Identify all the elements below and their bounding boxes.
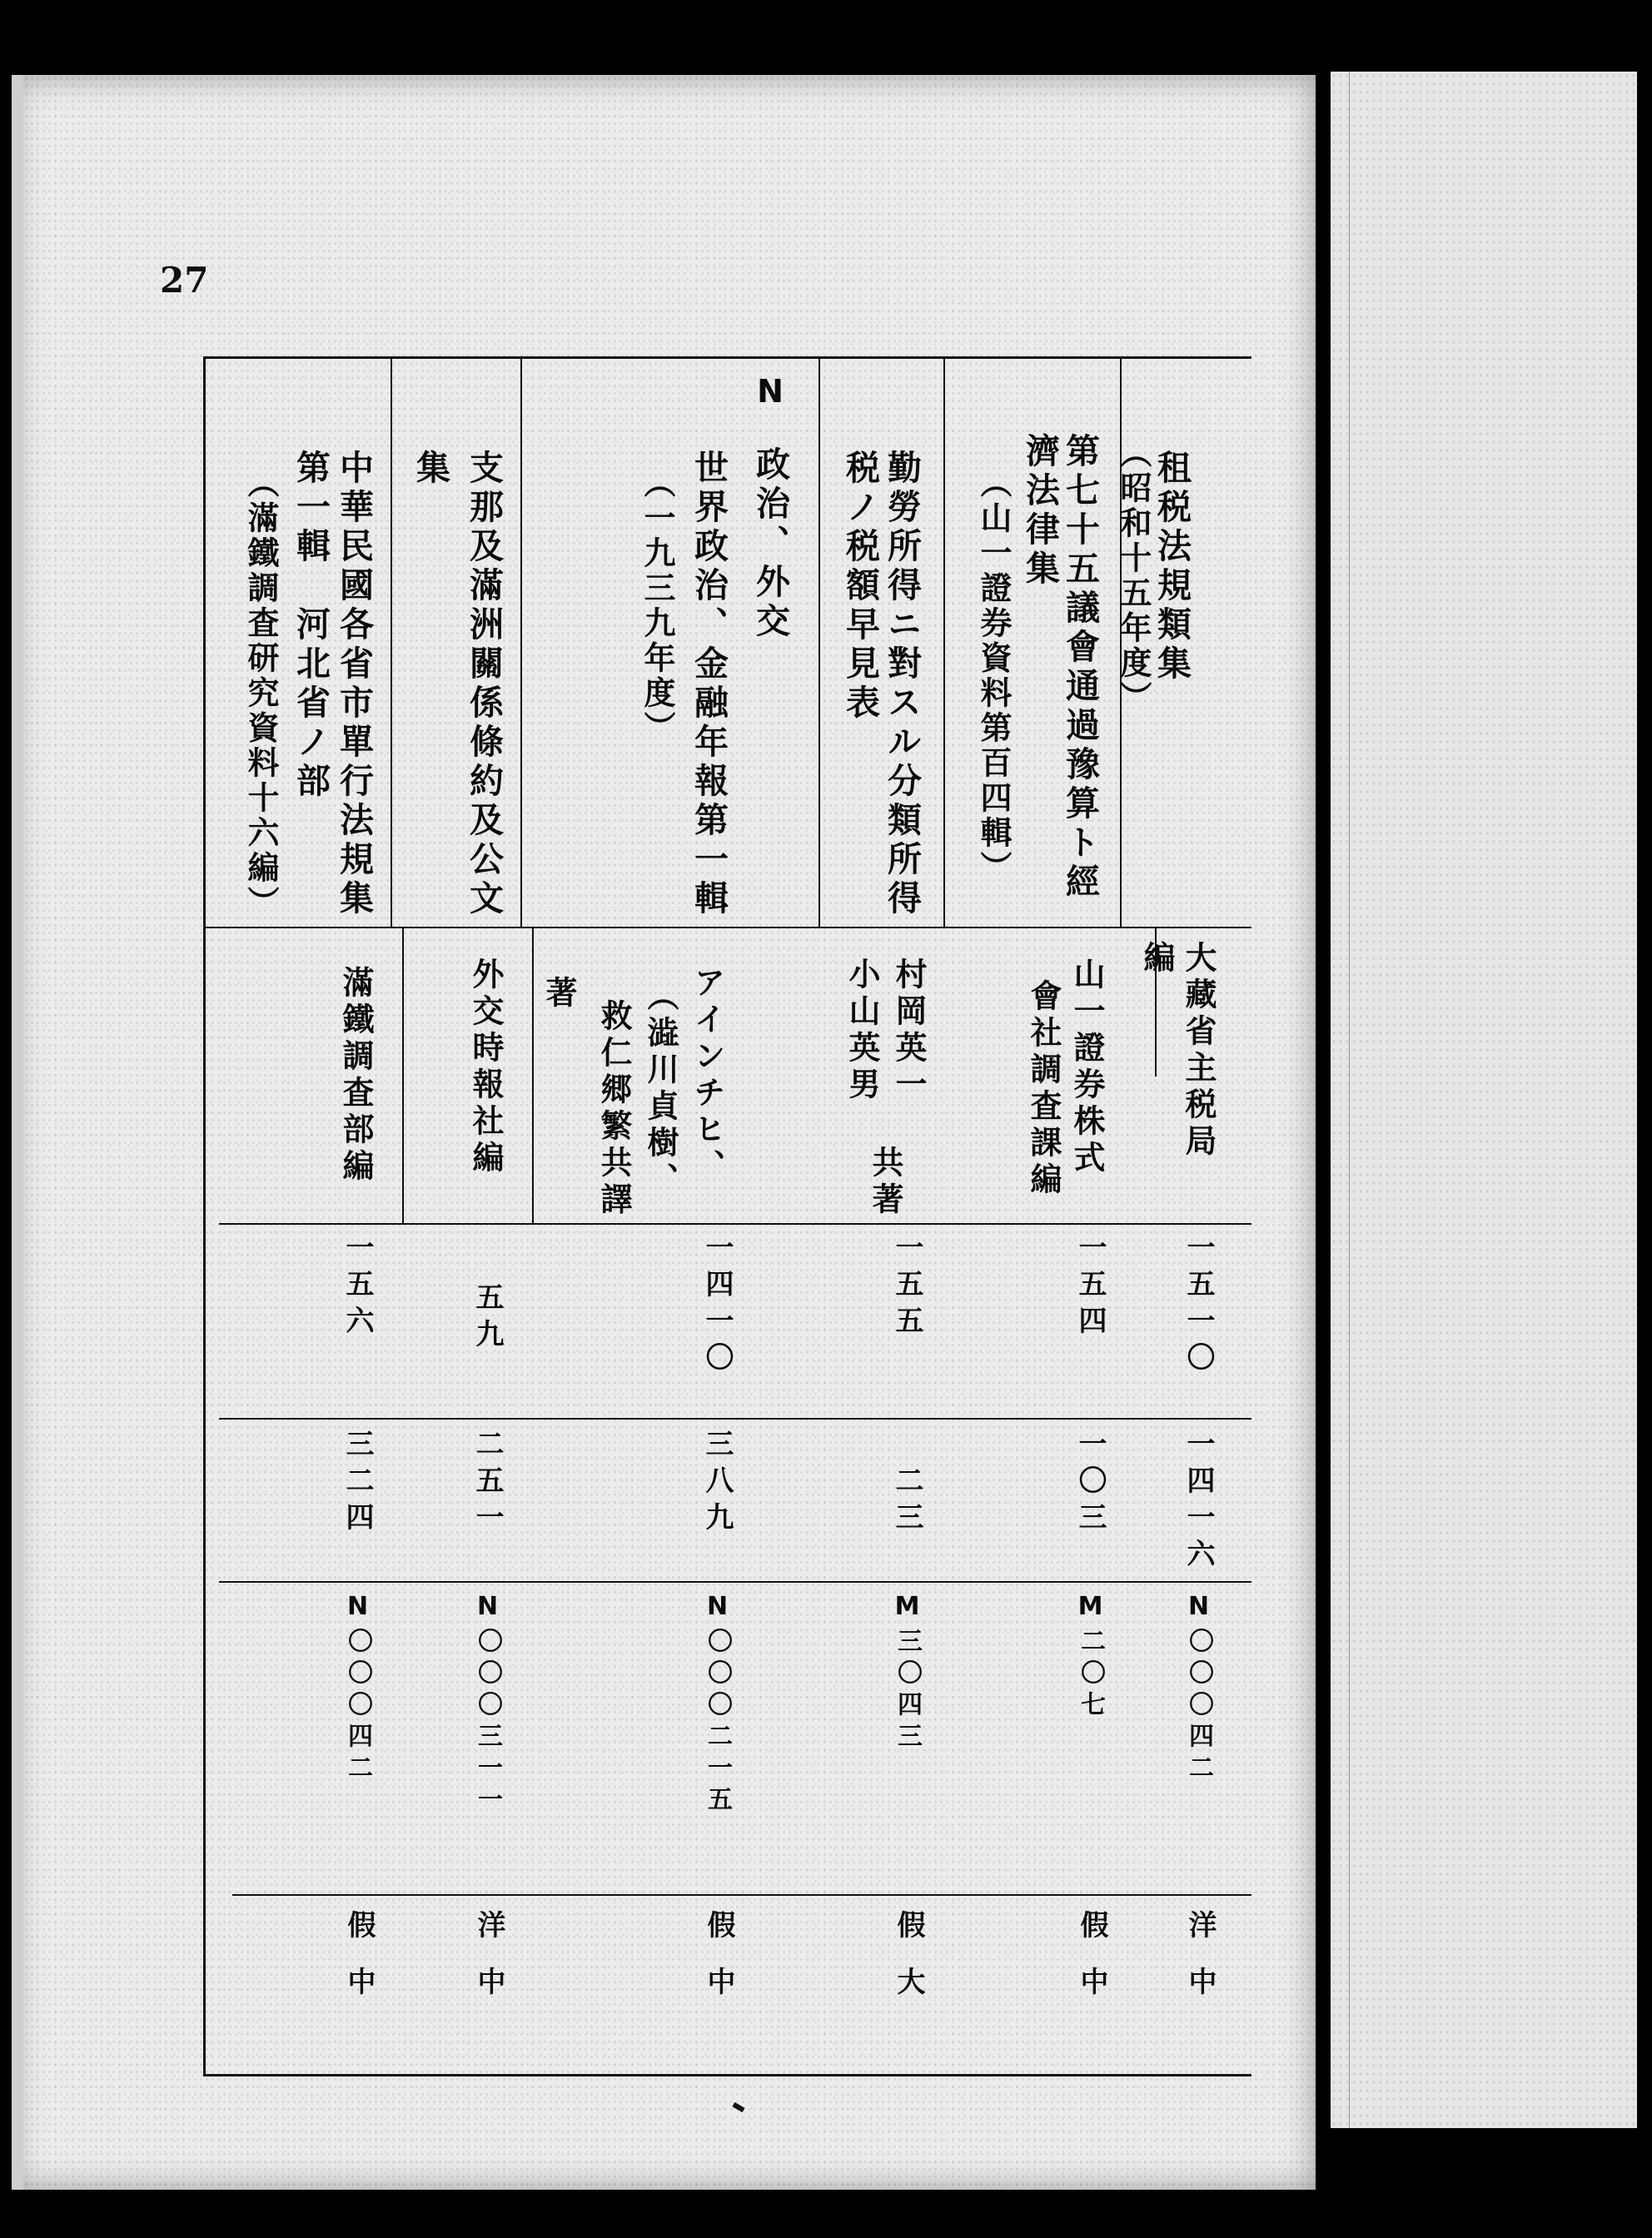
entry-2-author-cont: 會社調査課編	[1025, 979, 1062, 1199]
page-edge	[12, 75, 23, 2190]
entry-4-author-4: 著	[540, 976, 578, 1012]
entry-2-author: 山一證券株式	[1068, 957, 1106, 1177]
entry-3-author-2: 小山英男	[843, 957, 881, 1104]
entry-2-title: 第七十五議會通過豫算ト經	[1060, 433, 1100, 903]
entry-5-size: 洋中	[472, 1910, 505, 2023]
entry-5-title-cont: 集	[411, 450, 450, 489]
entry-3-size: 假大	[892, 1910, 925, 2023]
entry-1-code: N〇〇〇四二	[1184, 1592, 1213, 1786]
col-divider-8	[402, 927, 404, 1223]
entry-3-pages: 一五五	[890, 1232, 923, 1342]
entry-5-pages: 五九	[470, 1282, 504, 1355]
entry-2-price: 一〇三	[1073, 1429, 1107, 1539]
entry-2-pages: 一五四	[1073, 1232, 1107, 1342]
entry-4-author-1: アインチヒ、	[689, 966, 726, 1186]
entry-4-subtitle: （一九三九年度）	[639, 466, 676, 746]
entry-3-author-1: 村岡英一	[890, 957, 928, 1104]
col-divider-2	[943, 359, 945, 927]
entry-6-price: 三二四	[341, 1429, 374, 1539]
divider-code-size	[232, 1894, 1251, 1896]
section-heading: 政治、外交	[750, 446, 790, 642]
entry-6-pages: 一五六	[341, 1232, 374, 1342]
entry-4-author-3: 救仁郷繁共譯	[595, 999, 633, 1219]
col-divider-3	[819, 359, 820, 927]
col-divider-5	[391, 359, 392, 927]
entry-1-author: 大藏省主税局	[1180, 941, 1217, 1161]
entry-6-title: 中華民國各省市單行法規集	[334, 450, 374, 919]
divider-author-pages	[219, 1223, 1251, 1225]
entry-6-code: N〇〇〇四二	[343, 1592, 372, 1786]
entry-3-author-note: 共著	[867, 1146, 904, 1219]
section-letter: N	[752, 373, 789, 410]
entry-1-subtitle: （昭和十五年度）	[1115, 436, 1152, 716]
entry-6-size: 假中	[342, 1910, 376, 2023]
entry-4-pages: 一四一〇	[700, 1232, 734, 1379]
entry-1-author-suffix: 編	[1138, 941, 1176, 977]
entry-6-title-cont: 第一輯 河北省ノ部	[291, 450, 331, 802]
entry-3-price: 二三	[890, 1465, 923, 1539]
divider-price-code	[219, 1581, 1251, 1583]
entry-5-author: 外交時報社編	[467, 957, 505, 1177]
entry-4-size: 假中	[702, 1910, 735, 2023]
col-divider-4	[520, 359, 522, 927]
divider-pages-price	[219, 1418, 1251, 1420]
entry-6-author: 滿鐵調査部編	[337, 966, 375, 1186]
adjacent-page-strip	[1331, 72, 1637, 2128]
entry-3-code: M三〇四三	[893, 1592, 922, 1754]
entry-1-pages: 一五一〇	[1182, 1232, 1215, 1379]
entry-2-size: 假中	[1075, 1910, 1108, 2023]
page-number: 27	[160, 260, 209, 301]
entry-4-title: 世界政治、金融年報第一輯	[689, 450, 729, 919]
entry-2-subtitle: （山一證券資料第百四輯）	[975, 466, 1013, 886]
entry-4-author-2: （澁川貞樹、	[642, 979, 679, 1199]
entry-3-title-cont: 税ノ税額早見表	[840, 450, 880, 724]
entry-1-size: 洋中	[1183, 1910, 1217, 2023]
page-fold-line	[1349, 72, 1350, 2128]
entry-4-price: 三八九	[700, 1429, 734, 1539]
entry-3-title: 勤勞所得ニ對スル分類所得	[882, 450, 922, 919]
entry-2-title-cont: 濟法律集	[1020, 433, 1060, 589]
col-divider-7	[532, 927, 534, 1223]
entry-2-code: M二〇七	[1076, 1592, 1105, 1723]
entry-5-price: 二五一	[470, 1429, 504, 1539]
entry-1-title: 租税法規類集	[1152, 450, 1192, 684]
entry-1-price: 一四一六	[1182, 1429, 1215, 1575]
divider-title-author	[206, 927, 1251, 928]
entry-6-subtitle: （滿鐵調査研究資料十六編）	[242, 466, 280, 921]
entry-5-title: 支那及滿洲關係條約及公文	[464, 450, 504, 919]
entry-5-code: N〇〇〇三一一	[473, 1592, 502, 1818]
entry-4-code: N〇〇〇二一五	[703, 1592, 732, 1818]
